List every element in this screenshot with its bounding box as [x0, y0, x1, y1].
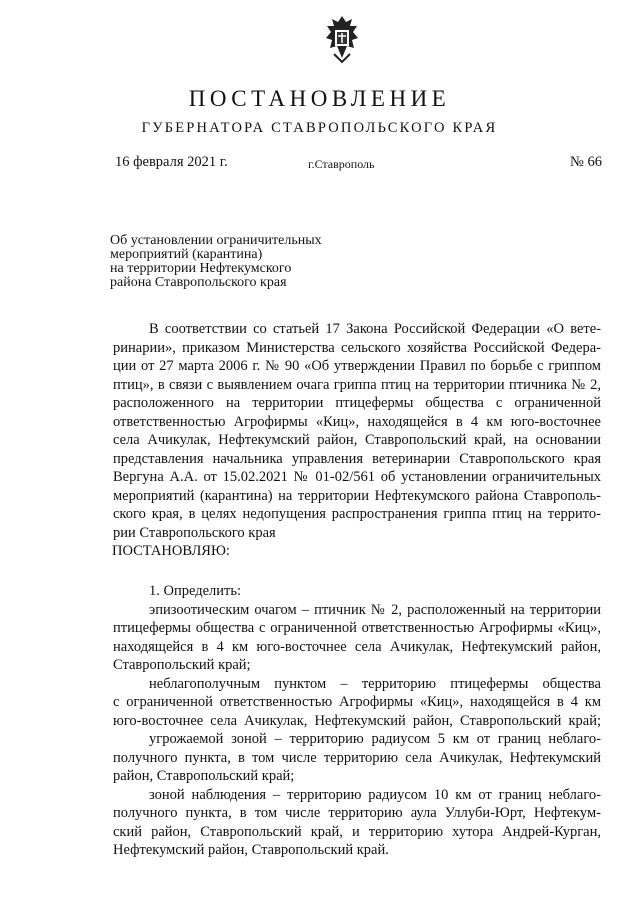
section-line: ский район, Ставропольский край, и территорию хутора Андрей-Курган, [113, 823, 601, 840]
section-line: 1. Определить: [149, 583, 242, 599]
document-subject [110, 234, 322, 290]
preamble-line: В соответствии со статьей 17 Закона Российской Федерации «О вете- [149, 321, 601, 337]
preamble-line: мероприятий (карантина) на территории Нефтекумского района Ставрополь- [113, 487, 601, 504]
section-line: район, Ставропольский край; [113, 768, 295, 784]
preamble-line: представления начальника управления ветеринарии Ставропольского края [113, 450, 601, 467]
section-line: зоной наблюдения – территорию радиусом 10 км от границ неблаго- [149, 786, 601, 803]
subject-line: мероприятий (карантина) [110, 247, 263, 262]
document-title: ПОСТАНОВЛЕНИЕ [188, 86, 451, 111]
preamble-line: рии Ставропольского края [113, 524, 276, 541]
section-line: Ставропольский край; [113, 657, 251, 673]
section-line: угрожаемой зоной – территорию радиусом 5 км от границ неблаго- [149, 731, 601, 747]
document-number: № 66 [570, 154, 602, 170]
preamble-line: ции от 27 марта 2006 г. № 90 «Об утверждении Правил по борьбе с гриппом [113, 358, 601, 374]
section-line: получного пункта, в том числе территорию аула Уллуби-Юрт, Нефтекум- [113, 805, 601, 821]
preamble-line: расположенного на территории птицефермы общества с ограниченной [113, 395, 601, 411]
coat-of-arms-emblem [320, 14, 364, 64]
subject-line: Об установлении ограничительных [110, 233, 322, 248]
preamble-line: ского края, в целях недопущения распространения гриппа птиц на террито- [113, 506, 601, 522]
preamble-line: ринарии», приказом Министерства сельского хозяйства Российской Федера- [113, 339, 601, 356]
section-1 [113, 582, 601, 860]
section-line: получного пункта, в том числе территорию села Ачикулак, Нефтекумский [113, 749, 601, 766]
section-line: неблагополучным пунктом – территорию птицефермы общества [149, 675, 601, 692]
preamble-line: птиц», в связи с выявлением очага гриппа птиц на территории птичника № 2, [113, 376, 601, 393]
document-subtitle: ГУБЕРНАТОРА СТАВРОПОЛЬСКОГО КРАЯ [141, 120, 498, 136]
section-line: находящейся в 4 км юго-восточнее села Ачикулак, Нефтекумский район, [113, 638, 601, 655]
preamble-paragraph [113, 320, 601, 542]
section-line: птицефермы общества с ограниченной ответственностью Агрофирмы «Киц», [113, 620, 601, 636]
document-date: 16 февраля 2021 г. [115, 154, 228, 170]
section-line: юго-восточнее села Ачикулак, Нефтекумский район, Ставропольский край; [113, 712, 601, 729]
subject-line: на территории Нефтекумского [110, 261, 292, 276]
subject-line: района Ставропольского края [110, 275, 287, 290]
preamble-line: Вергуна А.А. от 15.02.2021 № 01-02/561 об установлении ограничительных [113, 469, 601, 485]
document-city: г.Ставрополь [308, 157, 375, 171]
section-line: эпизоотическим очагом – птичник № 2, расположенный на территории [149, 601, 601, 618]
decree-heading: ПОСТАНОВЛЯЮ: [112, 543, 230, 559]
section-line: с ограниченной ответственностью Агрофирмы «Киц», находящейся в 4 км [113, 694, 601, 710]
preamble-line: ответственностью Агрофирмы «Киц», находящейся в 4 км юго-восточнее [113, 413, 601, 430]
section-line: Нефтекумский район, Ставропольский край. [113, 842, 389, 858]
preamble-line: села Ачикулак, Нефтекумский район, Ставропольский край, на основании [113, 432, 601, 448]
